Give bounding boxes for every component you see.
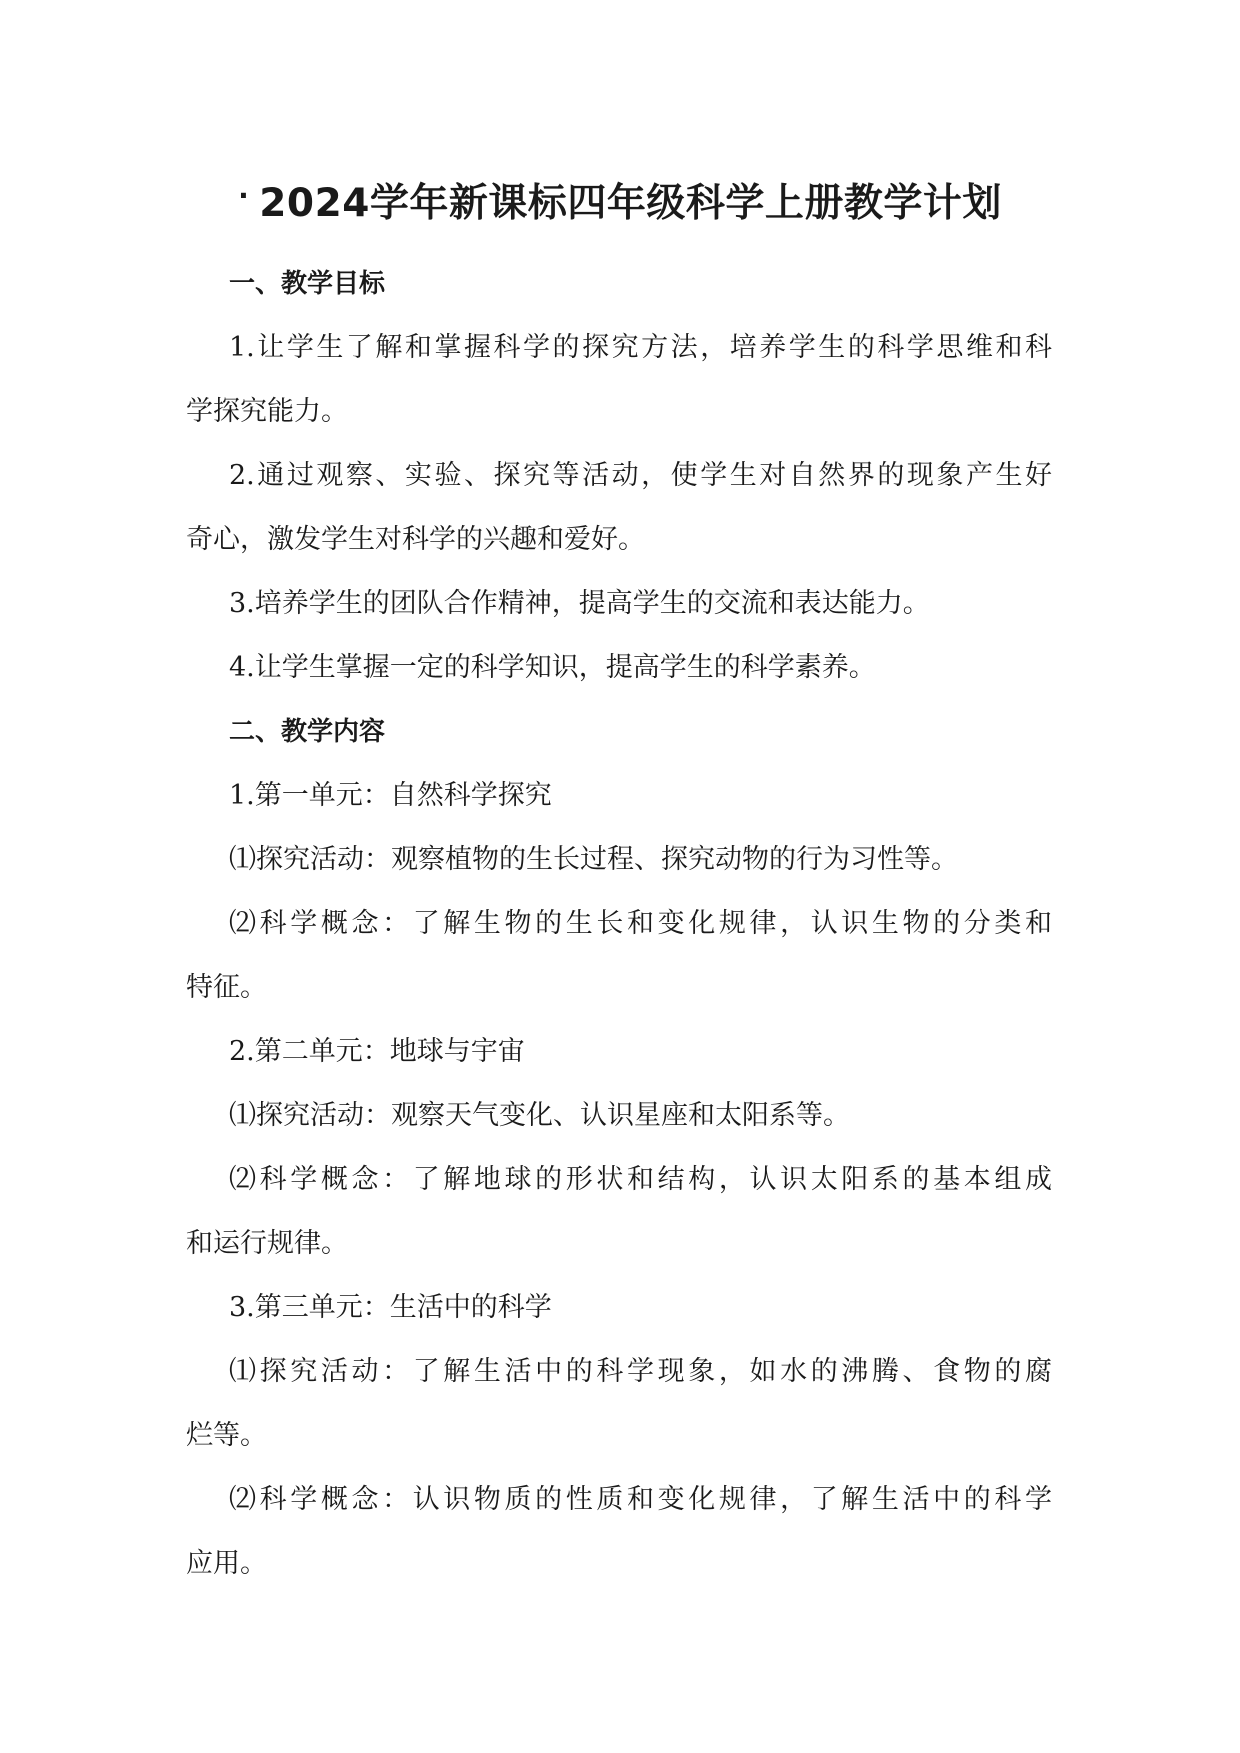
paragraph-line: ⑵科学概念：了解生物的生长和变化规律，认识生物的分类和 — [229, 908, 1052, 939]
paragraph-line: 3.第三单元：生活中的科学 — [229, 1292, 552, 1323]
paragraph — [186, 316, 1052, 444]
paragraph — [186, 1084, 1052, 1148]
document-body — [186, 252, 1052, 1596]
title-mark: · — [238, 179, 250, 212]
paragraph — [186, 444, 1052, 572]
paragraph-line: 应用。 — [186, 1548, 267, 1579]
paragraph-line: ⑵科学概念：了解地球的形状和结构，认识太阳系的基本组成 — [229, 1164, 1052, 1195]
paragraph — [186, 892, 1052, 1020]
paragraph — [186, 1148, 1052, 1276]
paragraph-line: 和运行规律。 — [186, 1228, 348, 1259]
paragraph-line: 2.第二单元：地球与宇宙 — [229, 1036, 525, 1067]
title-text: 2024学年新课标四年级科学上册教学计划 — [259, 181, 1002, 226]
paragraph-line: ⑴探究活动：观察天气变化、认识星座和太阳系等。 — [229, 1100, 850, 1131]
paragraph — [186, 1276, 1052, 1340]
document-title — [0, 176, 1240, 232]
paragraph-line: 4.让学生掌握一定的科学知识，提高学生的科学素养。 — [229, 652, 876, 683]
paragraph-line: 学探究能力。 — [186, 396, 348, 427]
paragraph-line: 3.培养学生的团队合作精神，提高学生的交流和表达能力。 — [229, 588, 930, 619]
paragraph — [186, 636, 1052, 700]
paragraph-line: 烂等。 — [186, 1420, 267, 1451]
section-heading-content: 二、教学内容 — [229, 717, 386, 747]
paragraph — [186, 828, 1052, 892]
paragraph-line: 2.通过观察、实验、探究等活动，使学生对自然界的现象产生好 — [229, 460, 1052, 491]
paragraph-line: 1.第一单元：自然科学探究 — [229, 780, 552, 811]
paragraph-line: 1.让学生了解和掌握科学的探究方法，培养学生的科学思维和科 — [229, 332, 1052, 363]
paragraph — [186, 572, 1052, 636]
paragraph — [186, 1468, 1052, 1596]
paragraph — [186, 1340, 1052, 1468]
paragraph-line: ⑵科学概念：认识物质的性质和变化规律，了解生活中的科学 — [229, 1484, 1052, 1515]
paragraph — [186, 1020, 1052, 1084]
paragraph-line: ⑴探究活动：观察植物的生长过程、探究动物的行为习性等。 — [229, 844, 958, 875]
paragraph-line: ⑴探究活动：了解生活中的科学现象，如水的沸腾、食物的腐 — [229, 1356, 1052, 1387]
section-heading-objectives: 一、教学目标 — [229, 269, 386, 299]
paragraph-line: 奇心，激发学生对科学的兴趣和爱好。 — [186, 524, 645, 555]
paragraph — [186, 764, 1052, 828]
paragraph-line: 特征。 — [186, 972, 267, 1003]
